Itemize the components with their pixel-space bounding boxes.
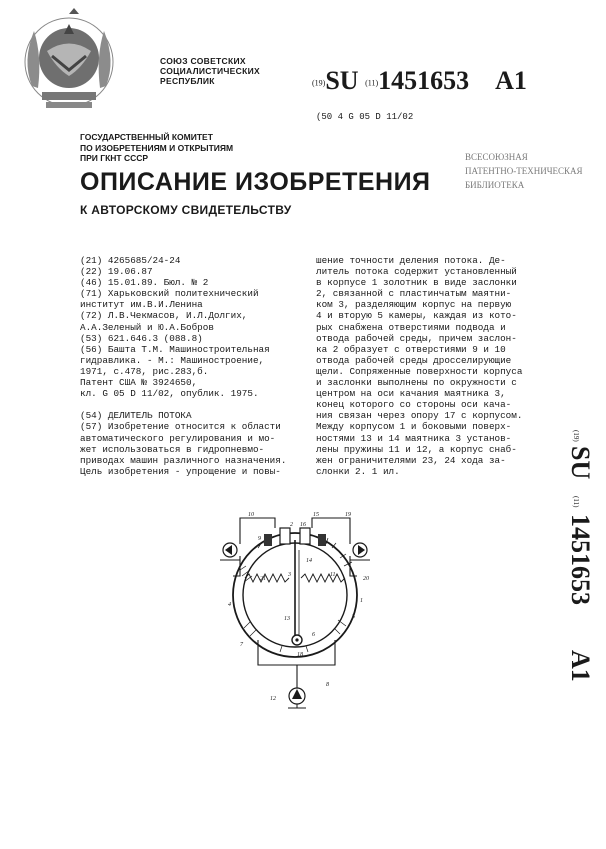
org-line: РЕСПУБЛИК <box>160 76 215 86</box>
ipc-tag: (50 4 <box>316 112 344 122</box>
vertical-kind: A1 <box>566 650 595 682</box>
figure-label: 12 <box>270 696 276 702</box>
figure-label: 19 <box>345 512 351 518</box>
issuing-country <box>160 56 260 86</box>
abstract-line: жет использоваться в гидропневмо- <box>80 443 265 455</box>
biblio-line: кл. G 05 D 11/02, опублик. 1975. <box>80 388 259 400</box>
figure-label: 4 <box>228 602 231 608</box>
figure-label: 11 <box>330 572 336 578</box>
abstract-line: 4 и вторую 5 камеры, каждая из кото- <box>316 310 517 322</box>
abstract-line: ностями 13 и 14 маятника 3 установ- <box>316 432 512 444</box>
biblio-line: (56) Башта Т.М. Машиностроительная <box>80 343 270 355</box>
abstract-line: Между корпусом 1 и боковыми поверх- <box>316 421 512 433</box>
left-column <box>80 255 312 477</box>
abstract-line: центром на оси качания маятника 3, <box>316 388 506 400</box>
abstract-line: (57) Изобретение относится к области <box>80 421 281 433</box>
abstract-line: автоматического регулирования и мо- <box>80 432 276 444</box>
committee-line: ГОСУДАРСТВЕННЫЙ КОМИТЕТ <box>80 132 213 142</box>
ipc-code: G 05 D 11/02 <box>348 112 414 122</box>
abstract-line: Цель изобретения - упрощение и повы- <box>80 465 281 477</box>
stamp-line: ПАТЕНТНО-ТЕХНИЧЕСКАЯ <box>465 166 583 176</box>
org-line: СОЦИАЛИСТИЧЕСКИХ <box>160 66 260 76</box>
biblio-line: (53) 621.646.3 (088.8) <box>80 332 203 344</box>
country-code: SU <box>325 66 359 95</box>
committee-line: ПО ИЗОБРЕТЕНИЯМ И ОТКРЫТИЯМ <box>80 142 234 153</box>
vertical-country: SU <box>566 446 595 480</box>
biblio-line: (71) Харьковский политехнический <box>80 288 259 300</box>
abstract-line: шение точности деления потока. Де- <box>316 255 506 266</box>
abstract-line: ком 3, разделяющим корпус на первую <box>316 299 512 311</box>
abstract-line: и заслонки выполнены по окружности с <box>316 377 517 389</box>
biblio-line: А.А.Зеленый и Ю.А.Бобров <box>80 321 214 333</box>
figure-label: 21 <box>260 576 266 582</box>
abstract-line: отвода рабочей среды дросселирующие <box>316 354 512 366</box>
figure-label: 13 <box>284 616 290 622</box>
figure-label: 15 <box>313 512 319 518</box>
abstract-line: 2, связанной с пластинчатым маятни- <box>316 288 512 300</box>
library-stamp <box>465 150 585 212</box>
figure-label: 10 <box>248 512 254 518</box>
biblio-line: институт им.В.И.Ленина <box>80 299 203 311</box>
patent-number: 1451653 <box>378 66 470 95</box>
biblio-line: (21) 4265685/24-24 <box>80 255 181 266</box>
abstract-line: конец которого со стороны оси кача- <box>316 399 512 411</box>
abstract-line: ния связан через опору 17 с корпусом. <box>316 410 523 422</box>
document-title: ОПИСАНИЕ ИЗОБРЕТЕНИЯ <box>80 168 431 196</box>
vertical-patent-number <box>550 430 595 700</box>
flow-divider-drawing <box>200 510 390 730</box>
abstract-line: в корпусе 1 золотник в виде заслонки <box>316 277 517 289</box>
country-tag: (19) <box>312 78 326 88</box>
figure-label: 6 <box>312 632 315 638</box>
invention-title: (54) ДЕЛИТЕЛЬ ПОТОКА <box>80 410 192 422</box>
biblio-line: Патент США № 3924650, <box>80 377 198 389</box>
biblio-line: гидравлика. - М.: Машиностроение, <box>80 354 265 366</box>
spring-right <box>301 574 345 582</box>
committee-line: ПРИ ГКНТ СССР <box>80 153 149 163</box>
figure-label: 8 <box>326 682 329 688</box>
stamp-line: ВСЕСОЮЗНАЯ <box>465 152 528 162</box>
number-tag: (11) <box>365 78 379 88</box>
publication-number <box>312 66 527 96</box>
stamp-line: БИБЛИОТЕКА <box>465 180 525 190</box>
abstract-line: лены пружины 11 и 12, а корпус снаб- <box>316 443 517 455</box>
abstract-line: щели. Сопряженные поверхности корпуса <box>316 365 523 377</box>
figure-label: 3 <box>288 572 291 578</box>
abstract-line: приводах машин различного назначения. <box>80 454 287 466</box>
biblio-line: (46) 15.01.89. Бюл. № 2 <box>80 277 209 289</box>
figure-label: 5 <box>352 614 355 620</box>
biblio-line: 1971, с.478, рис.283,б. <box>80 365 209 377</box>
committee-block <box>80 132 233 164</box>
figure-label: 1 <box>360 598 363 604</box>
kind-code: A1 <box>495 66 527 95</box>
abstract-line: слонки 2. 1 ил. <box>316 465 400 477</box>
state-emblem <box>12 6 127 118</box>
vertical-number-tag: (11) <box>572 496 580 508</box>
figure-label: 7 <box>240 642 243 648</box>
abstract-line: литель потока содержит установленный <box>316 266 517 278</box>
figure-label: 2 <box>290 522 293 528</box>
figure-label: 16 <box>300 522 306 528</box>
vertical-number: 1451653 <box>566 514 595 605</box>
org-line: СОЮЗ СОВЕТСКИХ <box>160 56 246 66</box>
right-column <box>316 255 548 477</box>
biblio-line: (72) Л.В.Чекмасов, И.Л.Долгих, <box>80 310 248 322</box>
abstract-line: отвода рабочей среды, причем заслон- <box>316 332 517 344</box>
abstract-line: жен ограничителями 23, 24 хода за- <box>316 454 506 466</box>
abstract-line: ка 2 образует с отверстиями 9 и 10 <box>316 343 506 355</box>
figure-label: 20 <box>363 576 369 582</box>
figure-label: 18 <box>297 652 303 658</box>
biblio-line: (22) 19.06.87 <box>80 266 153 278</box>
document-subtitle: К АВТОРСКОМУ СВИДЕТЕЛЬСТВУ <box>80 203 292 217</box>
spring-left <box>245 574 289 582</box>
figure-label: 14 <box>306 558 312 564</box>
abstract-line: рых снабжена отверстиями подвода и <box>316 321 506 333</box>
figure-label: 9 <box>258 536 261 542</box>
ipc-classification <box>316 112 413 122</box>
vertical-country-tag: (19) <box>572 430 580 442</box>
